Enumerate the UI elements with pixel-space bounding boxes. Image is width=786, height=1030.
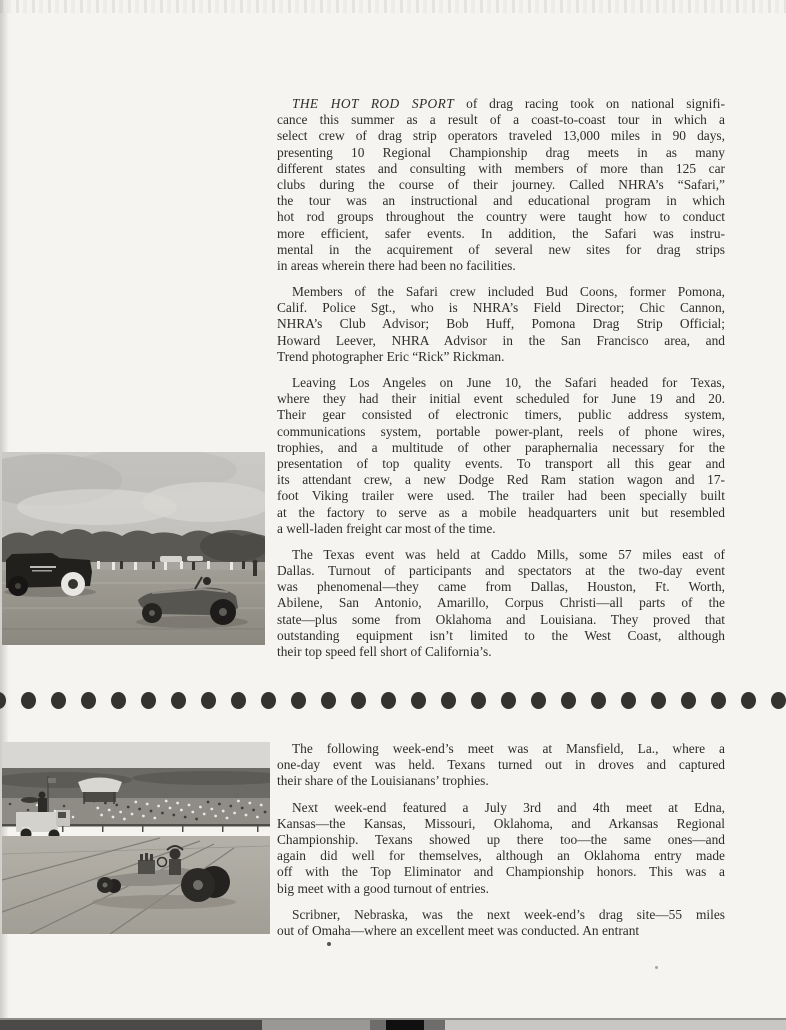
scan-edge-bar [262,1020,370,1030]
text-line: Trend photographer Eric “Rick” Rickman. [277,348,505,364]
text-line: again did well for themselves, although an Oklahoma entry made [277,848,725,864]
dot-divider [0,692,786,710]
paragraph [277,741,725,790]
parked-car [187,556,203,561]
divider-dot [201,692,216,709]
text-line: out of Omaha—where an excellent meet was conducted. An entrant [277,922,640,938]
scan-edge-notch [386,1020,424,1030]
divider-dot [111,692,126,709]
text-line: Dallas. Turnout of participants and spectators at the two-day event [277,563,725,579]
text-line: NHRA’s Club Advisor; Bob Huff, Pomona Drag Strip Official; [277,316,725,332]
divider-dot [501,692,516,709]
article-lead-phrase: THE HOT ROD SPORT [292,96,467,111]
text-line: The following week-end’s meet was at Mansfield, La., where a [292,741,725,756]
divider-dot [531,692,546,709]
divider-dot [351,692,366,709]
text-line: Championship. Texans showed up there too—the same ones—and [277,831,725,847]
text-line: Abilene, San Antonio, Amarillo, Corpus Christi—all parts of the [277,595,725,611]
tree-clump [200,530,265,562]
text-line: at the factory to serve as a mobile headquarters unit but resembled [277,504,725,520]
divider-dot [471,692,486,709]
text-line: in areas wherein there had been no facilities. [277,257,516,273]
scan-edge-bar [445,1020,786,1030]
text-line: Members of the Safari crew included Bud Coons, former Pomona, [292,284,725,300]
divider-dot [21,692,36,709]
text-line: trophies, and a multitude of other paraphernalia necessary for the [277,439,725,455]
text-line: its attendant crew, a new Dodge Red Ram station wagon and 17- [277,472,725,488]
photo-drag-strip-roadsters [2,452,265,645]
divider-dot [681,692,696,709]
divider-dot [651,692,666,709]
scan-edge-bar [0,1020,262,1030]
text-line: presenting 10 Regional Championship drag meets in as many [277,144,725,160]
text-line: the tour was an instructional and educational program in which [277,193,725,209]
divider-dot [711,692,726,709]
text-line: off with the Top Eliminator and Championship honors. This was a [277,864,725,880]
text-line: different states and consulting with members of more than 125 car [277,160,725,176]
divider-dot [291,692,306,709]
text-line: Calif. Police Sgt., who is NHRA’s Field Director; Chic Cannon, [277,300,725,316]
text-line: Howard Leever, NHRA Advisor in the San Francisco area, and [277,332,725,348]
text-line: presentation of top quality events. To transport all this gear and [277,455,725,471]
text-column-bottom [277,741,725,949]
divider-dot [51,692,66,709]
divider-dot [261,692,276,709]
text-line: mental in the acquirement of several new sites for drag strips [277,241,725,257]
text-line: their share of the Louisianans’ trophies. [277,773,489,789]
divider-dot [591,692,606,709]
divider-dot [381,692,396,709]
divider-dot [141,692,156,709]
divider-dot [621,692,636,709]
divider-dot [231,692,246,709]
divider-dot [441,692,456,709]
text-line: where they had their initial event scheduled for June 19 and 20. [277,391,725,407]
text-line: cance this summer as a result of a coast-to-coast tour in which a [277,112,725,128]
text-line: more efficient, safer events. In addition, the Safari was instru- [277,225,725,241]
text-line: The Texas event was held at Caddo Mills, some 57 miles east of [292,546,725,562]
paragraph [277,96,725,274]
divider-dot [171,692,186,709]
paragraph [277,800,725,897]
divider-dot [411,692,426,709]
text-line: state—plus some from Oklahoma and Louisiana. They proved that [277,611,725,627]
ground-streak [2,628,265,630]
parked-car [160,556,182,562]
text-line: communications system, portable power-plant, reels of phone wires, [277,423,725,439]
text-line: hot rod groups throughout the country were taught how to conduct [277,209,725,225]
text-line: THE HOT ROD SPORT of drag racing took on national signifi- [292,96,725,111]
cloud [17,489,177,525]
text-line: one-day event was held. Texans turned out in droves and captured [277,757,725,773]
text-column-top [277,96,725,670]
text-line: their top speed fell short of California’s. [277,644,492,659]
paragraph [277,907,725,939]
text-line: big meet with a good turnout of entries. [277,880,489,896]
text-line: Their gear consisted of electronic timers, public address system, [277,407,725,423]
text-line: foot Viking trailer were used. The trailer had been specially built [277,488,725,504]
text-line: Leaving Los Angeles on June 10, the Safari headed for Texas, [292,375,725,390]
paragraph [277,547,725,660]
divider-dot [81,692,96,709]
paragraph [277,375,725,537]
text-line: was phenomenal—they came from Dallas, Houston, Ft. Worth, [277,579,725,595]
text-line: a well-laden freight car most of the time. [277,520,496,536]
text-line: Scribner, Nebraska, was the next week-end’s drag site—55 miles [292,906,725,922]
ink-speck [655,966,658,969]
divider-dot [741,692,756,709]
text-line: select crew of drag strip operators traveled 13,000 miles in 90 days, [277,128,725,144]
divider-dot [561,692,576,709]
text-line: Kansas—the Kansas, Missouri, Oklahoma, and Arkansas Regional [277,815,725,831]
text-line: Next week-end featured a July 3rd and 4th meet at Edna, [292,799,725,815]
divider-dot [321,692,336,709]
canopy-tent [78,778,122,805]
ink-speck [327,942,331,946]
divider-dot [771,692,786,709]
text-line: outstanding equipment isn’t limited to the West Coast, although [277,627,725,643]
photo-dragster-concrete-strip [2,742,270,934]
text-line: clubs during the course of their journey. Called NHRA’s “Safari,” [277,176,725,192]
divider-dot [0,692,6,709]
scan-noise-top-edge [0,0,786,13]
paragraph [277,284,725,365]
standing-official [253,560,258,577]
